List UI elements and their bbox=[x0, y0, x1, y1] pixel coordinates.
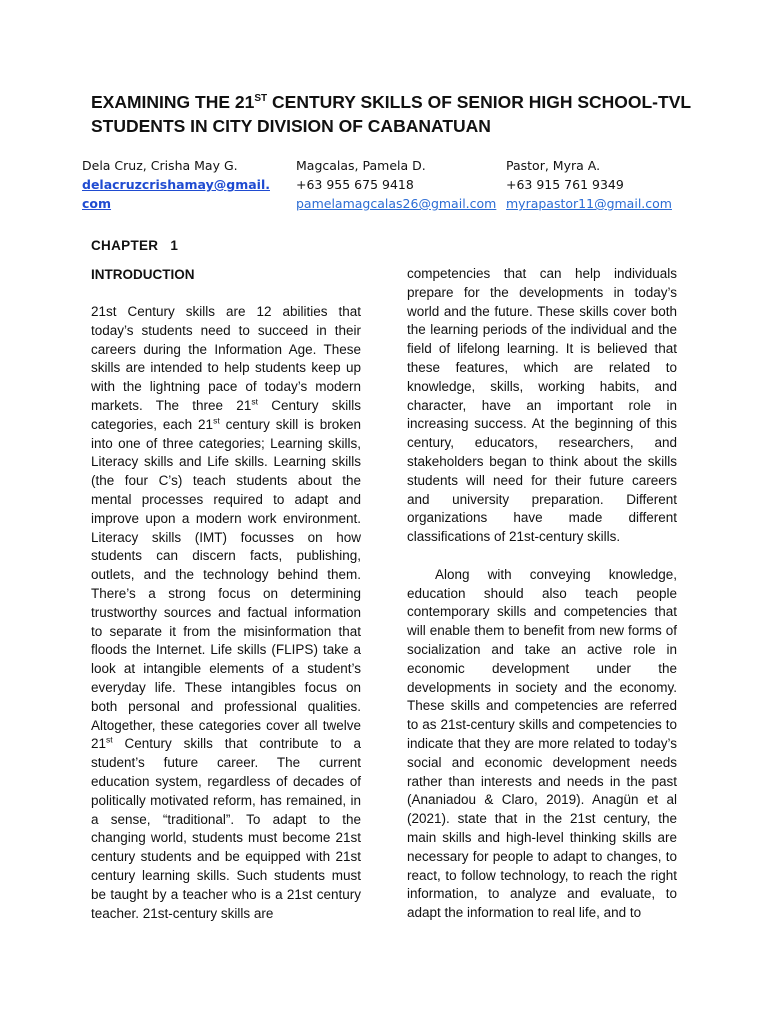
author-name: Magcalas, Pamela D. bbox=[296, 158, 426, 173]
author-block-2 bbox=[296, 156, 496, 213]
title-superscript: ST bbox=[254, 93, 268, 105]
title-part1: EXAMINING THE 21 bbox=[91, 92, 255, 112]
author-phone: +63 915 761 9349 bbox=[506, 177, 624, 192]
author-email-link[interactable]: myrapastor11@gmail.com bbox=[506, 196, 672, 211]
body-column-left bbox=[91, 303, 361, 923]
author-name: Pastor, Myra A. bbox=[506, 158, 601, 173]
body-paragraph: Along with conveying knowledge, education should also teach people contemporary skills and competencies that will enable them to benefit from new forms of socialization and take an active role in economic development under the developments in society and the economy. These skills and competencies are referred to as 21st-century skills and competencies to indicate that they are more related to today’s social and economic development needs rather than interests and needs in the past (Ananiadou & Claro, 2019). Anagün et al (2021). state that in the 21st century, the main skills and high-level thinking skills are necessary for people to adapt to changes, to react, to follow technology, to reach the right information, to analyze and evaluate, to adapt the information to real life, and to bbox=[407, 566, 677, 921]
author-block-3 bbox=[506, 156, 706, 213]
author-name: Dela Cruz, Crisha May G. bbox=[82, 158, 238, 173]
paper-title bbox=[91, 90, 691, 138]
chapter-heading: CHAPTER 1 bbox=[91, 238, 179, 253]
body-column-right bbox=[407, 265, 677, 923]
author-phone: +63 955 675 9418 bbox=[296, 177, 414, 192]
body-paragraph: 21st Century skills are 12 abilities that today’s students need to succeed in their careers during the Information Age. These skills are intended to help students keep up with the lightning pace of today’s modern markets. The three 21st Century skills categories, each 21st century skill is broken into one of three categories; Learning skills, Literacy skills and Life skills. Learning skills (the four C’s) teach students about the mental processes required to adapt and improve upon a modern work environment. Literacy skills (IMT) focusses on how students can discern facts, publishing, outlets, and the technology behind them. There’s a strong focus on determining trustworthy sources and factual information to separate it from the misinformation that floods the Internet. Life skills (FLIPS) take a look at intangible elements of a student’s everyday life. These intangibles focus on both personal and professional qualities. Altogether, these categories cover all twelve 21st Century skills that contribute to a student’s future career. The current education system, regardless of decades of politically motivated reform, has remained, in a sense, “traditional”. To adapt to the changing world, students must become 21st century students and be equipped with 21st century learning skills. Such students must be taught by a teacher who is a 21st century teacher. 21st-century skills are bbox=[91, 304, 361, 921]
body-paragraph: competencies that can help individuals prepare for the developments in today’s world and the future. These skills cover both the learning periods of the individual and the field of lifelong learning. It is believed that these features, which are related to knowledge, skills, working habits, and character, have an important role in increasing success. At the beginning of this century, educators, researchers, and stakeholders began to think about the skills students will need for their future careers and university preparation. Different organizations have made different classifications of 21st-century skills. bbox=[407, 266, 677, 545]
author-block-1 bbox=[82, 156, 282, 213]
section-heading: INTRODUCTION bbox=[91, 267, 195, 282]
author-email-link[interactable]: delacruzcrishamay@gmail.com bbox=[82, 177, 270, 211]
title-part2: CENTURY SKILLS OF SENIOR HIGH SCHOOL-TVL STUDENTS IN CITY DIVISION OF CABANATUAN bbox=[91, 92, 691, 136]
author-email-link[interactable]: pamelamagcalas26@gmail.com bbox=[296, 196, 497, 211]
